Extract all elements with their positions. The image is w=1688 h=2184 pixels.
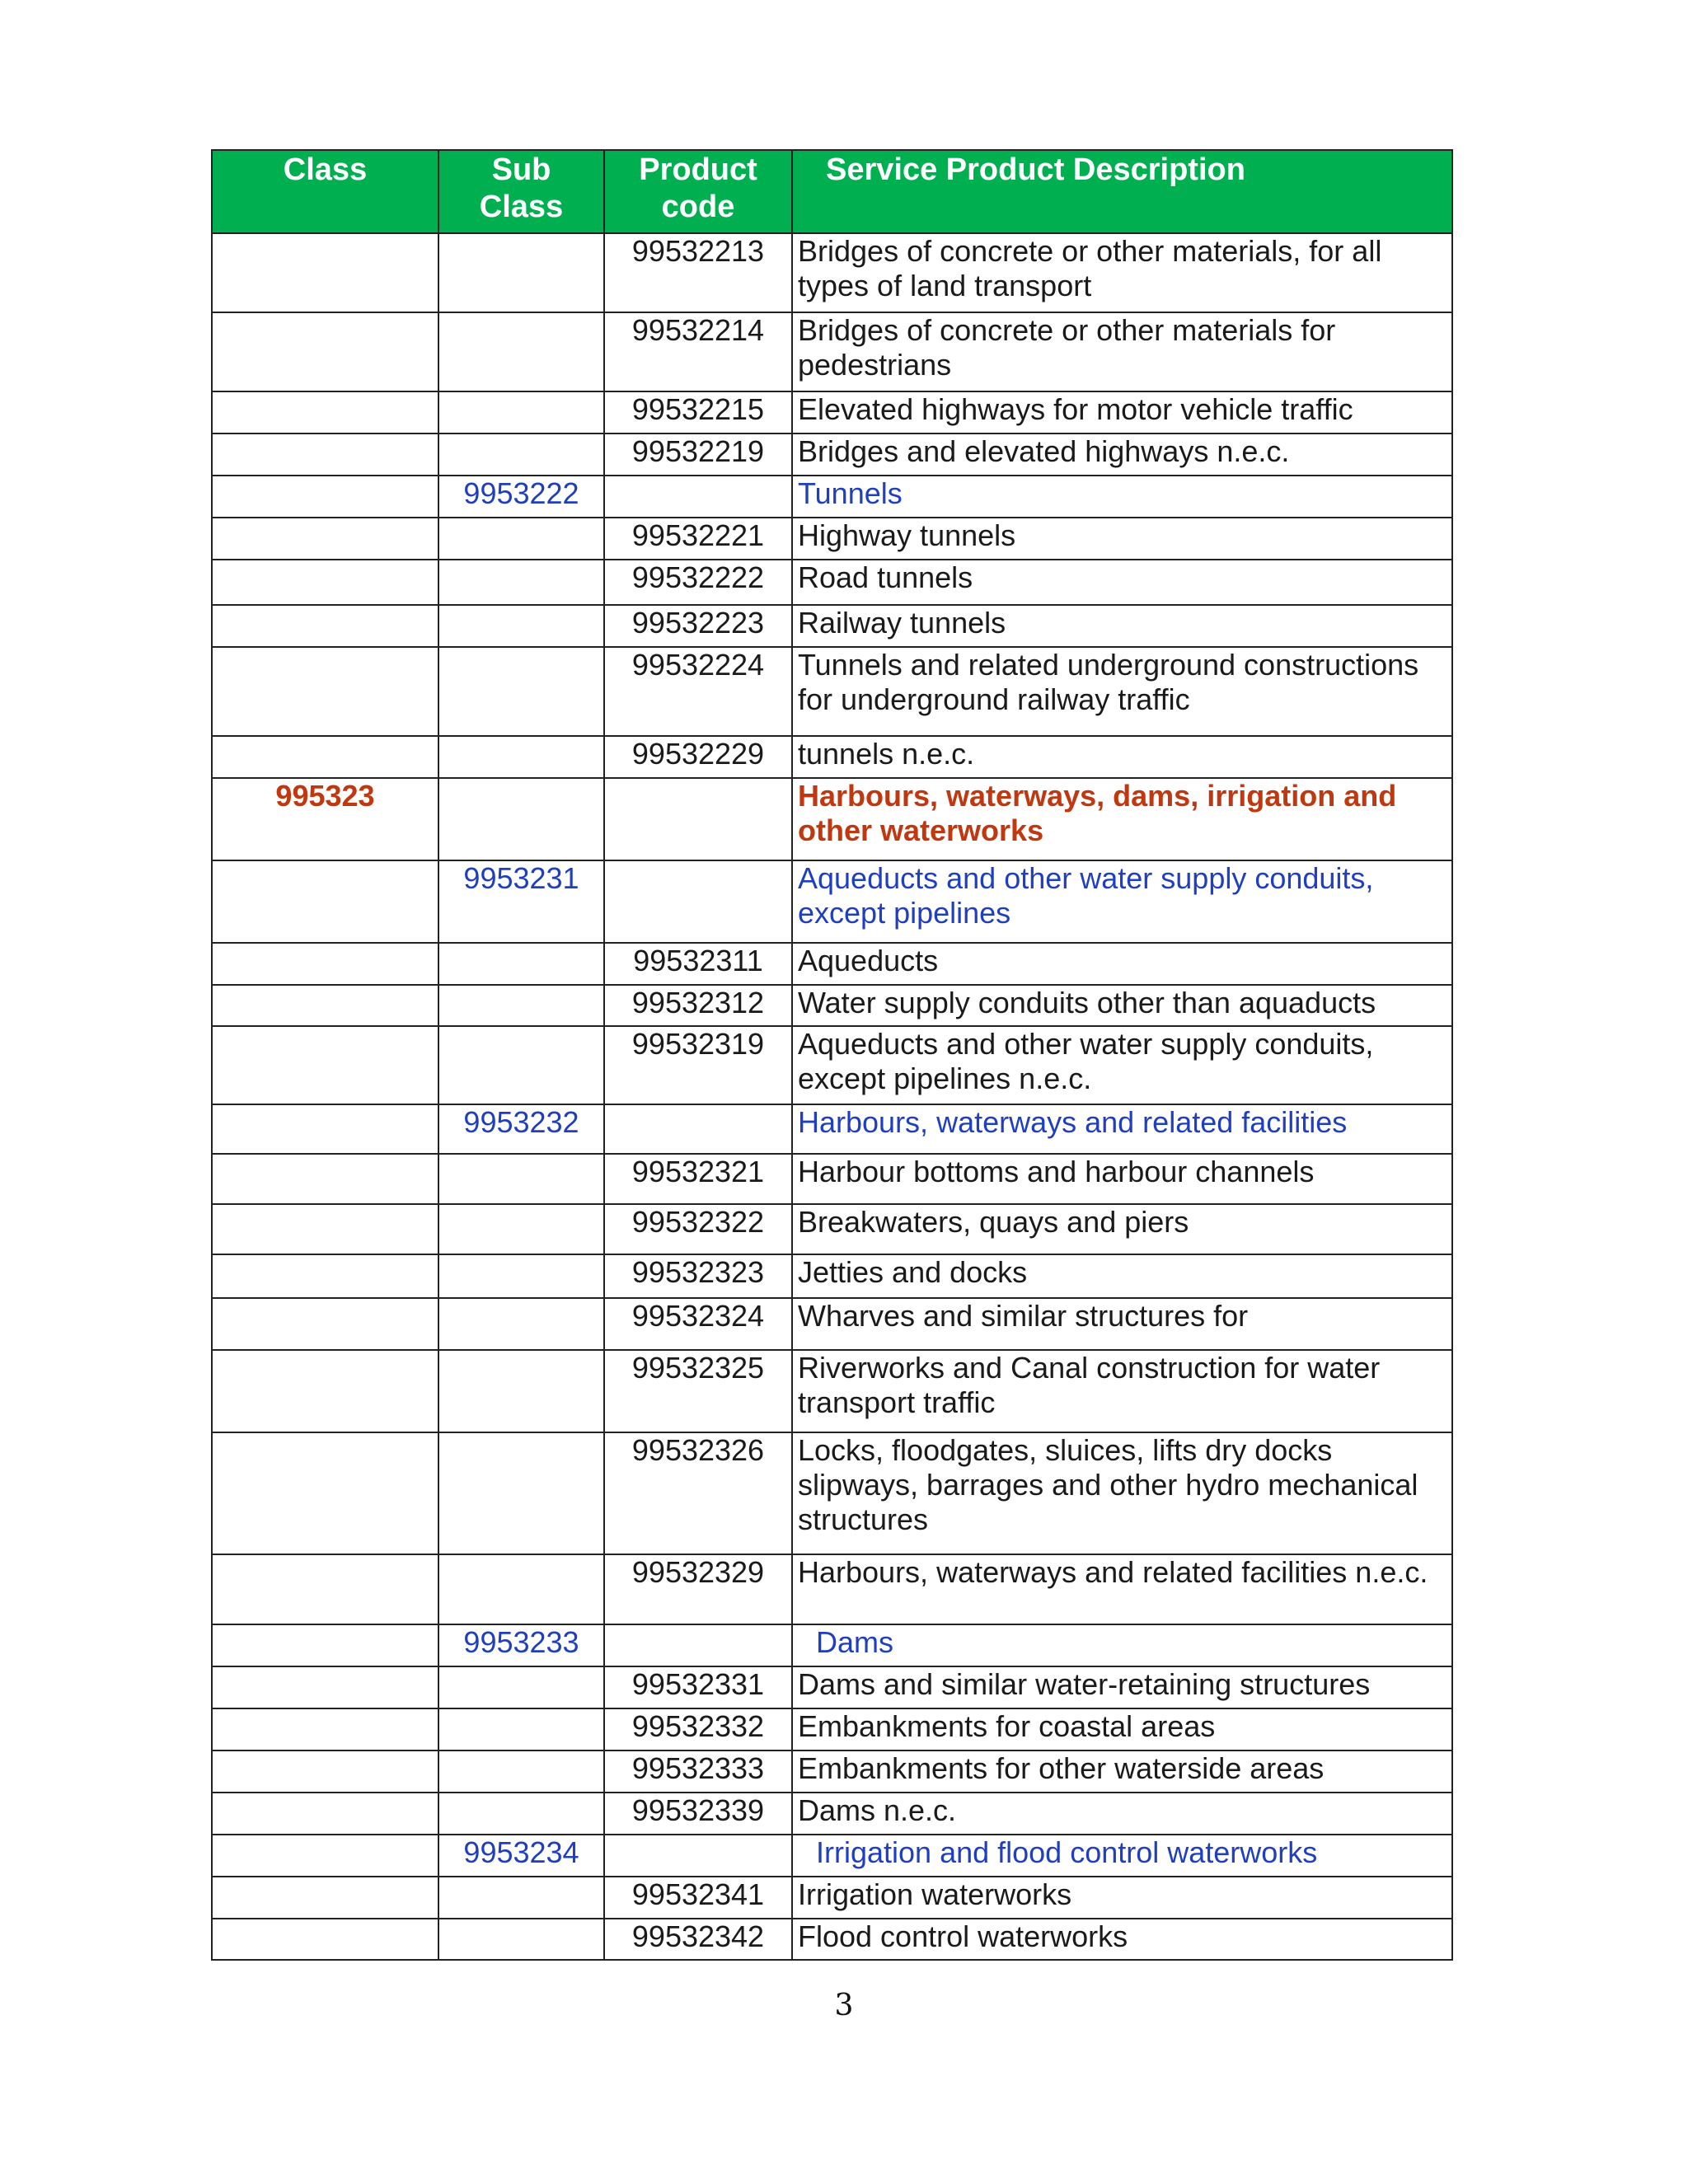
subclass-row [212, 476, 1452, 518]
sub-class-cell [438, 985, 604, 1026]
class-cell [212, 1204, 438, 1254]
product-code-cell: 99532331 [604, 1666, 792, 1708]
description-cell: Road tunnels [792, 560, 1452, 605]
header-product-code: Product code [604, 150, 792, 233]
product-code-cell: 99532221 [604, 518, 792, 560]
product-code-cell: 99532342 [604, 1919, 792, 1960]
product-row [212, 434, 1452, 476]
sub-class-cell [438, 434, 604, 476]
product-row [212, 1793, 1452, 1835]
class-cell [212, 1104, 438, 1154]
header-row [212, 150, 1452, 233]
class-cell [212, 1919, 438, 1960]
table-body [212, 233, 1452, 1960]
page-number: 3 [834, 1989, 854, 2022]
product-code-cell: 99532339 [604, 1793, 792, 1835]
class-cell [212, 860, 438, 943]
product-code-cell: 99532325 [604, 1350, 792, 1432]
product-row [212, 985, 1452, 1026]
sub-class-cell [438, 1750, 604, 1793]
product-code-cell: 99532329 [604, 1554, 792, 1624]
product-code-cell: 99532319 [604, 1026, 792, 1104]
description-cell: Wharves and similar structures for [792, 1298, 1452, 1350]
sub-class-cell [438, 943, 604, 985]
description-cell: Dams [792, 1624, 1452, 1666]
product-row [212, 1919, 1452, 1960]
class-cell [212, 1624, 438, 1666]
product-row [212, 1026, 1452, 1104]
description-cell: Tunnels and related underground constructions for underground railway traffic [792, 647, 1452, 736]
description-cell: Jetties and docks [792, 1254, 1452, 1298]
product-code-cell: 99532321 [604, 1154, 792, 1204]
table-header [212, 150, 1452, 233]
sub-class-cell [438, 736, 604, 778]
sub-class-cell [438, 1204, 604, 1254]
sub-class-cell [438, 1432, 604, 1554]
sub-class-cell [438, 778, 604, 860]
description-cell: Dams n.e.c. [792, 1793, 1452, 1835]
description-cell: Aqueducts and other water supply conduits, except pipelines [792, 860, 1452, 943]
product-code-cell [604, 1835, 792, 1877]
sub-class-cell [438, 560, 604, 605]
class-cell [212, 1750, 438, 1793]
class-cell [212, 985, 438, 1026]
product-code-cell: 99532326 [604, 1432, 792, 1554]
class-cell [212, 736, 438, 778]
description-cell: Harbours, waterways and related facilities n.e.c. [792, 1554, 1452, 1624]
product-code-cell: 99532229 [604, 736, 792, 778]
sub-class-cell [438, 605, 604, 647]
description-cell: Highway tunnels [792, 518, 1452, 560]
product-code-cell: 99532324 [604, 1298, 792, 1350]
sub-class-cell [438, 233, 604, 312]
product-code-cell: 99532219 [604, 434, 792, 476]
product-code-cell [604, 1104, 792, 1154]
class-cell [212, 943, 438, 985]
description-cell: Breakwaters, quays and piers [792, 1204, 1452, 1254]
description-cell: Tunnels [792, 476, 1452, 518]
class-row [212, 778, 1452, 860]
class-cell [212, 605, 438, 647]
product-code-cell [604, 1624, 792, 1666]
product-code-cell: 99532341 [604, 1877, 792, 1919]
product-row [212, 560, 1452, 605]
product-row [212, 391, 1452, 434]
product-code-cell: 99532323 [604, 1254, 792, 1298]
description-cell: Locks, floodgates, sluices, lifts dry docks slipways, barrages and other hydro mechanical structures [792, 1432, 1452, 1554]
description-cell: Riverworks and Canal construction for water transport traffic [792, 1350, 1452, 1432]
product-code-cell: 99532214 [604, 312, 792, 391]
sub-class-cell [438, 1708, 604, 1750]
product-row [212, 1154, 1452, 1204]
product-code-cell [604, 476, 792, 518]
description-cell: Embankments for other waterside areas [792, 1750, 1452, 1793]
class-cell [212, 1666, 438, 1708]
sub-class-cell: 9953232 [438, 1104, 604, 1154]
product-row [212, 312, 1452, 391]
class-cell [212, 647, 438, 736]
subclass-row [212, 1835, 1452, 1877]
product-code-cell: 99532222 [604, 560, 792, 605]
description-cell: Bridges of concrete or other materials, for all types of land transport [792, 233, 1452, 312]
description-cell: Water supply conduits other than aquaducts [792, 985, 1452, 1026]
product-code-cell: 99532223 [604, 605, 792, 647]
description-cell: Aqueducts and other water supply conduits, except pipelines n.e.c. [792, 1026, 1452, 1104]
class-cell [212, 1350, 438, 1432]
product-row [212, 1254, 1452, 1298]
sub-class-cell [438, 518, 604, 560]
sub-class-cell [438, 1026, 604, 1104]
class-cell [212, 1154, 438, 1204]
product-row [212, 1750, 1452, 1793]
subclass-row [212, 1104, 1452, 1154]
sub-class-cell: 9953233 [438, 1624, 604, 1666]
class-cell [212, 1432, 438, 1554]
product-code-cell [604, 778, 792, 860]
sub-class-cell [438, 1666, 604, 1708]
product-row [212, 1350, 1452, 1432]
sub-class-cell [438, 1350, 604, 1432]
class-cell [212, 1026, 438, 1104]
service-code-table [211, 149, 1453, 1961]
sub-class-cell [438, 1298, 604, 1350]
product-row [212, 1666, 1452, 1708]
product-row [212, 943, 1452, 985]
class-cell [212, 312, 438, 391]
class-cell [212, 560, 438, 605]
sub-class-cell [438, 312, 604, 391]
sub-class-cell [438, 1793, 604, 1835]
description-cell: Dams and similar water-retaining structures [792, 1666, 1452, 1708]
product-code-cell: 99532332 [604, 1708, 792, 1750]
product-code-cell: 99532311 [604, 943, 792, 985]
product-code-cell: 99532224 [604, 647, 792, 736]
description-cell: Flood control waterworks [792, 1919, 1452, 1960]
sub-class-cell [438, 1154, 604, 1204]
description-cell: Harbour bottoms and harbour channels [792, 1154, 1452, 1204]
sub-class-cell [438, 391, 604, 434]
sub-class-cell: 9953222 [438, 476, 604, 518]
sub-class-cell [438, 1554, 604, 1624]
sub-class-cell [438, 647, 604, 736]
sub-class-cell [438, 1919, 604, 1960]
class-cell [212, 1835, 438, 1877]
class-cell [212, 1708, 438, 1750]
class-cell [212, 233, 438, 312]
product-row [212, 647, 1452, 736]
product-code-cell: 99532215 [604, 391, 792, 434]
class-cell [212, 1877, 438, 1919]
sub-class-cell [438, 1877, 604, 1919]
description-cell: Bridges of concrete or other materials for pedestrians [792, 312, 1452, 391]
product-row [212, 1204, 1452, 1254]
class-cell: 995323 [212, 778, 438, 860]
product-row [212, 1554, 1452, 1624]
description-cell: Irrigation waterworks [792, 1877, 1452, 1919]
product-row [212, 1708, 1452, 1750]
product-row [212, 1432, 1452, 1554]
class-cell [212, 391, 438, 434]
description-cell: Railway tunnels [792, 605, 1452, 647]
product-row [212, 518, 1452, 560]
class-cell [212, 1254, 438, 1298]
product-row [212, 233, 1452, 312]
class-cell [212, 1298, 438, 1350]
product-code-cell: 99532333 [604, 1750, 792, 1793]
header-class: Class [212, 150, 438, 233]
product-code-cell: 99532213 [604, 233, 792, 312]
sub-class-cell [438, 1254, 604, 1298]
subclass-row [212, 1624, 1452, 1666]
class-cell [212, 518, 438, 560]
description-cell: Aqueducts [792, 943, 1452, 985]
product-row [212, 605, 1452, 647]
class-cell [212, 476, 438, 518]
description-cell: Elevated highways for motor vehicle traffic [792, 391, 1452, 434]
class-cell [212, 1793, 438, 1835]
description-cell: Harbours, waterways, dams, irrigation and other waterworks [792, 778, 1452, 860]
product-code-cell [604, 860, 792, 943]
subclass-row [212, 860, 1452, 943]
header-description: Service Product Description [792, 150, 1452, 233]
description-cell: Bridges and elevated highways n.e.c. [792, 434, 1452, 476]
product-row [212, 1298, 1452, 1350]
product-row [212, 736, 1452, 778]
class-cell [212, 434, 438, 476]
header-sub-class: Sub Class [438, 150, 604, 233]
product-code-cell: 99532312 [604, 985, 792, 1026]
description-cell: Embankments for coastal areas [792, 1708, 1452, 1750]
sub-class-cell: 9953231 [438, 860, 604, 943]
description-cell: tunnels n.e.c. [792, 736, 1452, 778]
description-cell: Harbours, waterways and related facilities [792, 1104, 1452, 1154]
sub-class-cell: 9953234 [438, 1835, 604, 1877]
product-row [212, 1877, 1452, 1919]
product-code-cell: 99532322 [604, 1204, 792, 1254]
description-cell: Irrigation and flood control waterworks [792, 1835, 1452, 1877]
class-cell [212, 1554, 438, 1624]
